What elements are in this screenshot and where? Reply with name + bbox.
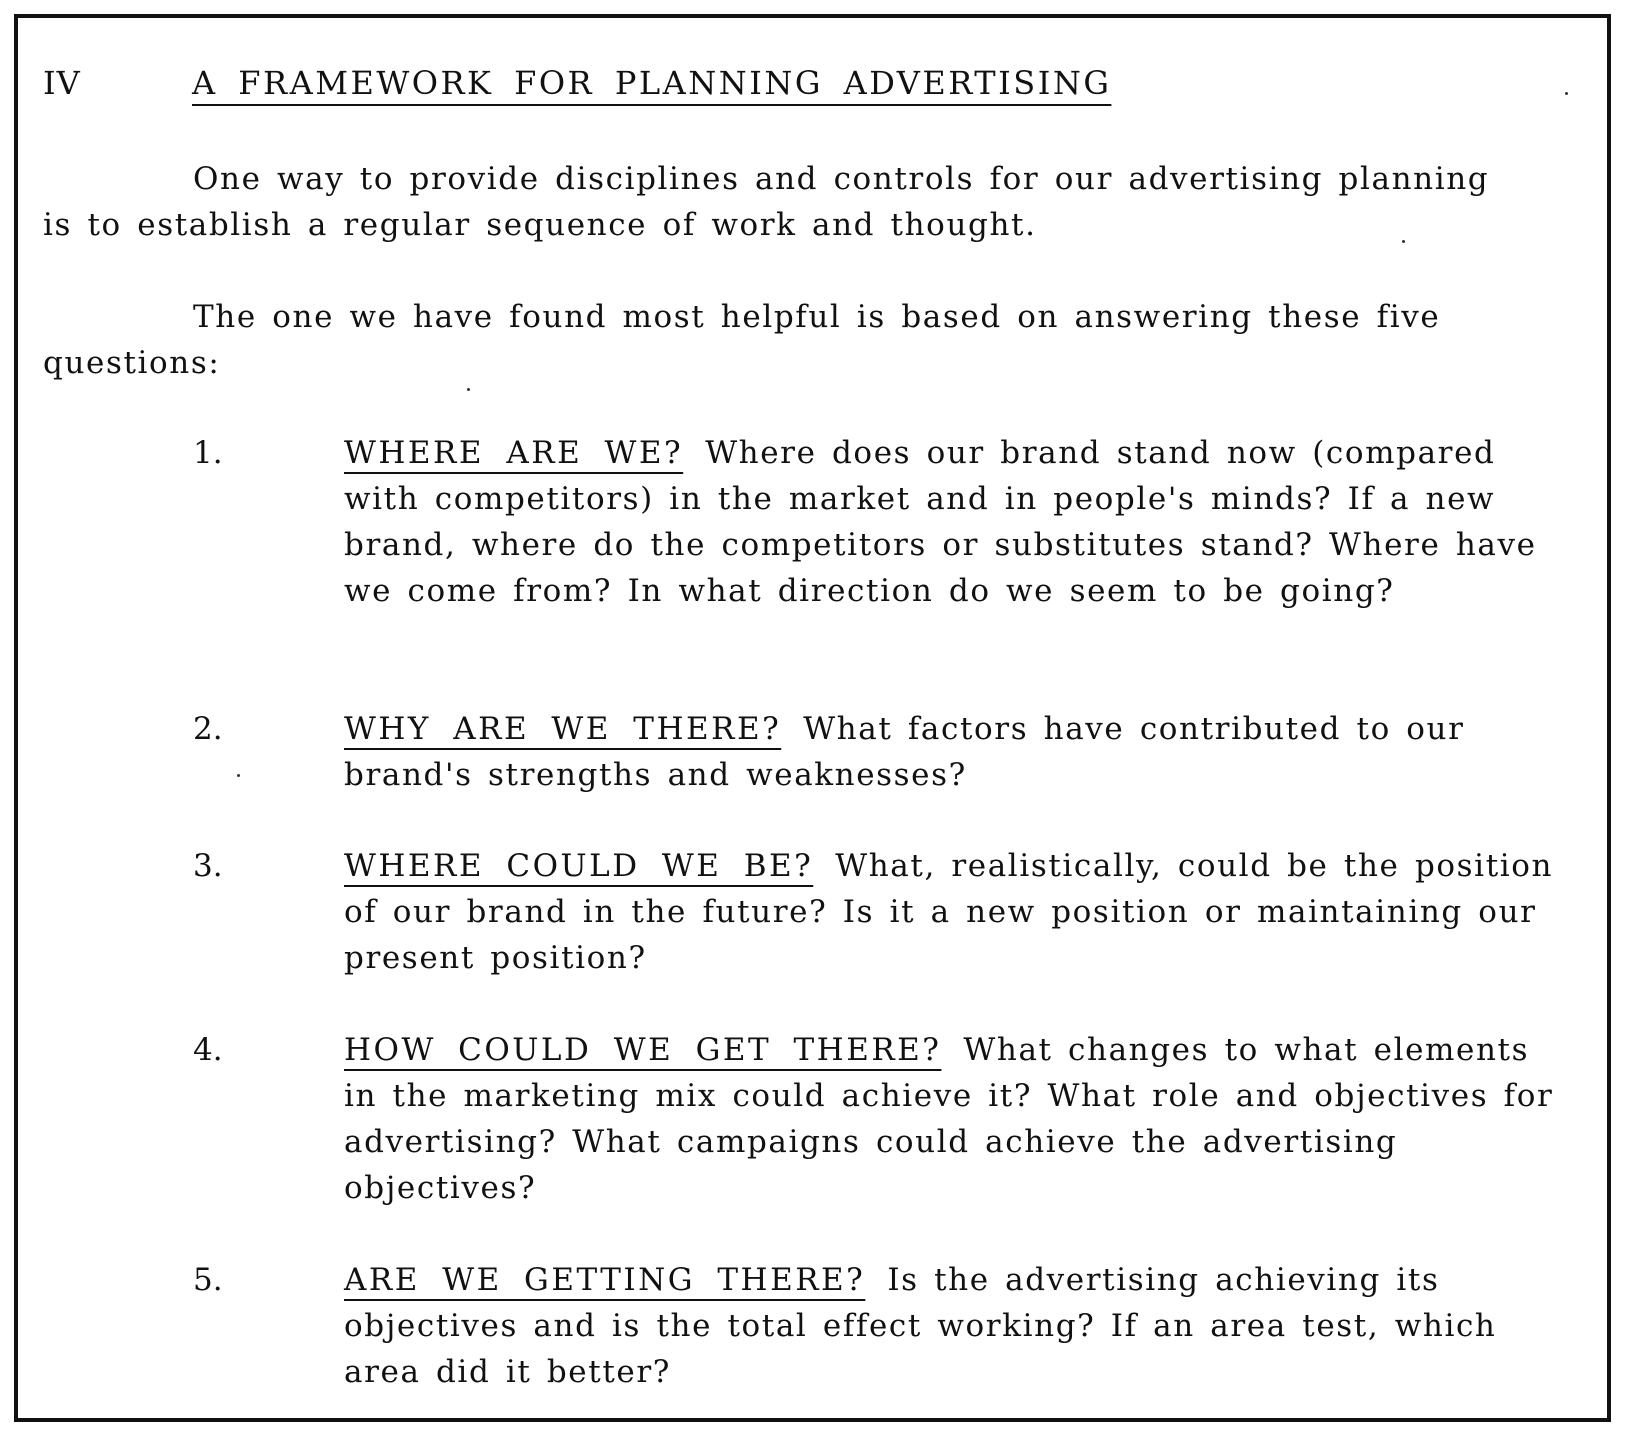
- intro-paragraph-2: The one we have found most helpful is based on answering these five questions:: [43, 299, 1441, 381]
- question-body: [344, 1027, 1554, 1211]
- question-number: 1.: [193, 435, 223, 471]
- section-title: A FRAMEWORK FOR PLANNING ADVERTISING: [192, 64, 1112, 102]
- question-number: 3.: [193, 848, 223, 884]
- question-heading: WHERE ARE WE?: [344, 435, 684, 471]
- question-heading: WHERE COULD WE BE?: [344, 848, 814, 884]
- question-number: 4.: [193, 1032, 223, 1068]
- question-body: [344, 706, 1554, 798]
- scan-speck: [467, 388, 470, 391]
- question-heading: WHY ARE WE THERE?: [344, 711, 782, 747]
- question-text: What changes to what elements in the marketing mix could achieve it? What role and objectives for advertising? What campaigns could achieve the advertising objectives?: [344, 1032, 1554, 1206]
- scan-speck: [1565, 92, 1568, 95]
- question-number: 2.: [193, 711, 223, 747]
- scan-speck: [237, 774, 240, 777]
- question-body: [344, 1257, 1554, 1395]
- question-number: 5.: [193, 1262, 223, 1298]
- question-body: [344, 843, 1554, 981]
- question-text: Is the advertising achieving its objectives and is the total effect working? If an area test, which area did it better?: [344, 1262, 1497, 1390]
- question-text: What, realistically, could be the position of our brand in the future? Is it a new position or maintaining our present position?: [344, 848, 1554, 976]
- question-heading: HOW COULD WE GET THERE?: [344, 1032, 942, 1068]
- scan-speck: [1402, 240, 1405, 243]
- section-number: IV: [43, 64, 81, 102]
- question-body: [344, 430, 1554, 614]
- question-text: What factors have contributed to our brand's strengths and weaknesses?: [344, 711, 1465, 793]
- question-text: Where does our brand stand now (compared with competitors) in the market and in people's minds? If a new brand, where do the competitors or substitutes stand? Where have we come from? In what direction do we seem to be going?: [344, 435, 1537, 609]
- intro-paragraph-1: One way to provide disciplines and controls for our advertising planning is to establish a regular sequence of work and thought.: [43, 161, 1490, 243]
- question-heading: ARE WE GETTING THERE?: [344, 1262, 866, 1298]
